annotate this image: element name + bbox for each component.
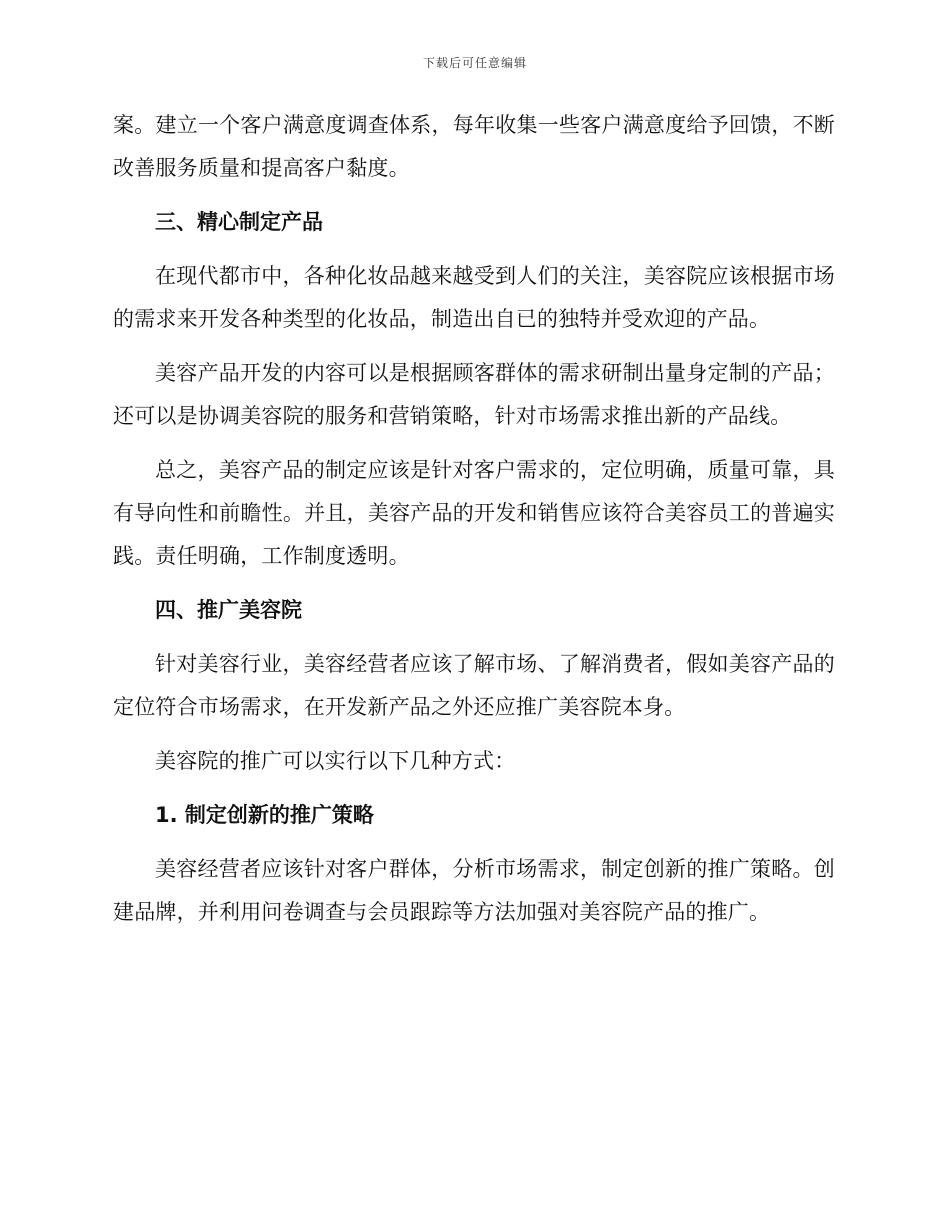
paragraph: 美容经营者应该针对客户群体，分析市场需求，制定创新的推广策略。创建品牌，并利用问卷调查与会员跟踪等方法加强对美容院产品的推广。 [113,857,835,924]
section-heading-3: 三、精心制定产品 [155,210,323,234]
page-header: 下载后可任意编辑 [422,56,527,70]
paragraph: 总之，美容产品的制定应该是针对客户需求的，定位明确，质量可靠，具有导向性和前瞻性。并且，美容产品的开发和销售应该符合美容员工的普遍实践。责任明确，工作制度透明。 [113,458,835,568]
paragraph: 针对美容行业，美容经营者应该了解市场、了解消费者，假如美容产品的定位符合市场需求，在开发新产品之外还应推广美容院本身。 [113,652,835,719]
subsection-heading-1: 1. 制定创新的推广策略 [155,803,374,827]
section-heading-4: 四、推广美容院 [155,598,302,622]
paragraph: 在现代都市中，各种化妆品越来越受到人们的关注，美容院应该根据市场的需求来开发各种类型的化妆品，制造出自已的独特并受欢迎的产品。 [113,264,835,331]
paragraph: 美容院的推广可以实行以下几种方式： [155,749,516,773]
paragraph: 美容产品开发的内容可以是根据顾客群体的需求研制出量身定制的产品；还可以是协调美容院的服务和营销策略，针对市场需求推出新的产品线。 [113,361,835,428]
paragraph-continuation: 案。建立一个客户满意度调查体系，每年收集一些客户满意度给予回馈，不断改善服务质量和提高客户黏度。 [113,113,835,180]
document-body [113,104,835,945]
